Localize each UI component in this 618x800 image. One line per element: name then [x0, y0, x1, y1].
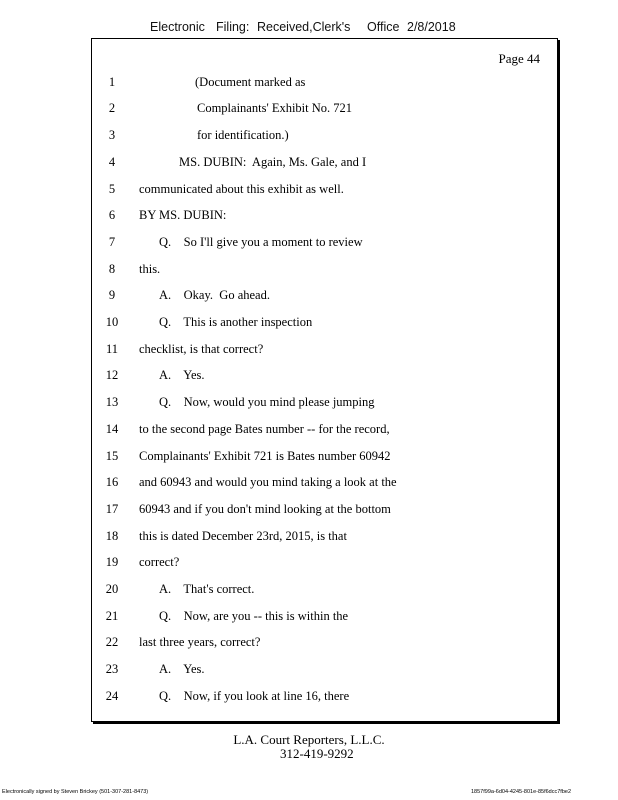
- line-number: 19: [105, 555, 119, 569]
- electronic-signature: Electronically signed by Steven Brickey (501-307-281-8473): [2, 789, 149, 795]
- stamp-date: 2/8/2018: [407, 20, 456, 34]
- line-text: BY MS. DUBIN:: [139, 208, 227, 222]
- transcript-line: [92, 101, 557, 117]
- line-number: 18: [105, 529, 119, 543]
- transcript-line: [92, 342, 557, 358]
- stamp-office: Office: [367, 20, 400, 34]
- transcript-line: [92, 635, 557, 651]
- line-text: Q. Now, are you -- this is within the: [159, 609, 349, 623]
- line-text: MS. DUBIN: Again, Ms. Gale, and I: [179, 155, 367, 169]
- line-text: to the second page Bates number -- for the record,: [139, 422, 390, 436]
- transcript-line: [92, 208, 557, 224]
- line-number: 3: [108, 128, 116, 142]
- line-number: 22: [105, 635, 119, 649]
- line-number: 10: [105, 315, 119, 329]
- transcript-line: [92, 288, 557, 304]
- line-number: 17: [105, 502, 119, 516]
- line-number: 21: [105, 609, 119, 623]
- line-text: correct?: [139, 555, 180, 569]
- line-text: and 60943 and would you mind taking a look at the: [139, 475, 397, 489]
- line-number: 8: [108, 262, 116, 276]
- line-number: 6: [108, 208, 116, 222]
- line-number: 4: [108, 155, 116, 169]
- line-number: 9: [108, 288, 116, 302]
- transcript-line: [92, 315, 557, 331]
- line-text: Q. Now, would you mind please jumping: [159, 395, 375, 409]
- line-text: 60943 and if you don't mind looking at the bottom: [139, 502, 391, 516]
- line-number: 1: [108, 75, 116, 89]
- line-text: this is dated December 23rd, 2015, is that: [139, 529, 347, 543]
- line-text: (Document marked as: [195, 75, 306, 89]
- line-number: 16: [105, 475, 119, 489]
- transcript-line: [92, 395, 557, 411]
- transcript-line: [92, 502, 557, 518]
- transcript-line: [92, 128, 557, 144]
- line-number: 23: [105, 662, 119, 676]
- line-text: Q. So I'll give you a moment to review: [159, 235, 363, 249]
- line-text: for identification.): [197, 128, 289, 142]
- transcript-line: [92, 662, 557, 678]
- line-number: 11: [105, 342, 119, 356]
- transcript-page: [91, 38, 558, 722]
- line-number: 12: [105, 368, 119, 382]
- line-text: A. That's correct.: [159, 582, 255, 596]
- transcript-line: [92, 475, 557, 491]
- line-number: 14: [105, 422, 119, 436]
- transcript-line: [92, 235, 557, 251]
- transcript-line: [92, 529, 557, 545]
- transcript-line: [92, 609, 557, 625]
- signature-hash: 1857f99a-6d04-4245-801e-85f6dcc7fbe2: [471, 789, 571, 795]
- line-text: A. Yes.: [159, 662, 205, 676]
- line-number: 2: [108, 101, 116, 115]
- line-text: A. Yes.: [159, 368, 205, 382]
- line-number: 5: [108, 182, 116, 196]
- transcript-line: [92, 449, 557, 465]
- line-number: 7: [108, 235, 116, 249]
- line-text: last three years, correct?: [139, 635, 261, 649]
- line-number: 20: [105, 582, 119, 596]
- transcript-line: [92, 262, 557, 278]
- line-number: 13: [105, 395, 119, 409]
- line-number: 24: [105, 689, 119, 703]
- line-text: Q. This is another inspection: [159, 315, 313, 329]
- reporter-phone: 312-419-9292: [280, 746, 354, 761]
- stamp-filing: Filing:: [216, 20, 250, 34]
- transcript-line: [92, 689, 557, 705]
- transcript-line: [92, 582, 557, 598]
- transcript-line: [92, 75, 557, 91]
- line-text: Complainants' Exhibit 721 is Bates number 60942: [139, 449, 391, 463]
- line-text: A. Okay. Go ahead.: [159, 288, 270, 302]
- transcript-line: [92, 368, 557, 384]
- line-text: Q. Now, if you look at line 16, there: [159, 689, 350, 703]
- line-text: communicated about this exhibit as well.: [139, 182, 344, 196]
- line-number: 15: [105, 449, 119, 463]
- transcript-line: [92, 555, 557, 571]
- reporter-firm-name: L.A. Court Reporters, L.L.C.: [233, 732, 385, 747]
- line-text: checklist, is that correct?: [139, 342, 264, 356]
- line-text: this.: [139, 262, 161, 276]
- line-text: Complainants' Exhibit No. 721: [197, 101, 353, 115]
- page-number: Page 44: [498, 51, 540, 66]
- stamp-received: Received,Clerk's: [257, 20, 351, 34]
- transcript-line: [92, 422, 557, 438]
- transcript-line: [92, 155, 557, 171]
- transcript-line: [92, 182, 557, 198]
- stamp-electronic: Electronic: [150, 20, 205, 34]
